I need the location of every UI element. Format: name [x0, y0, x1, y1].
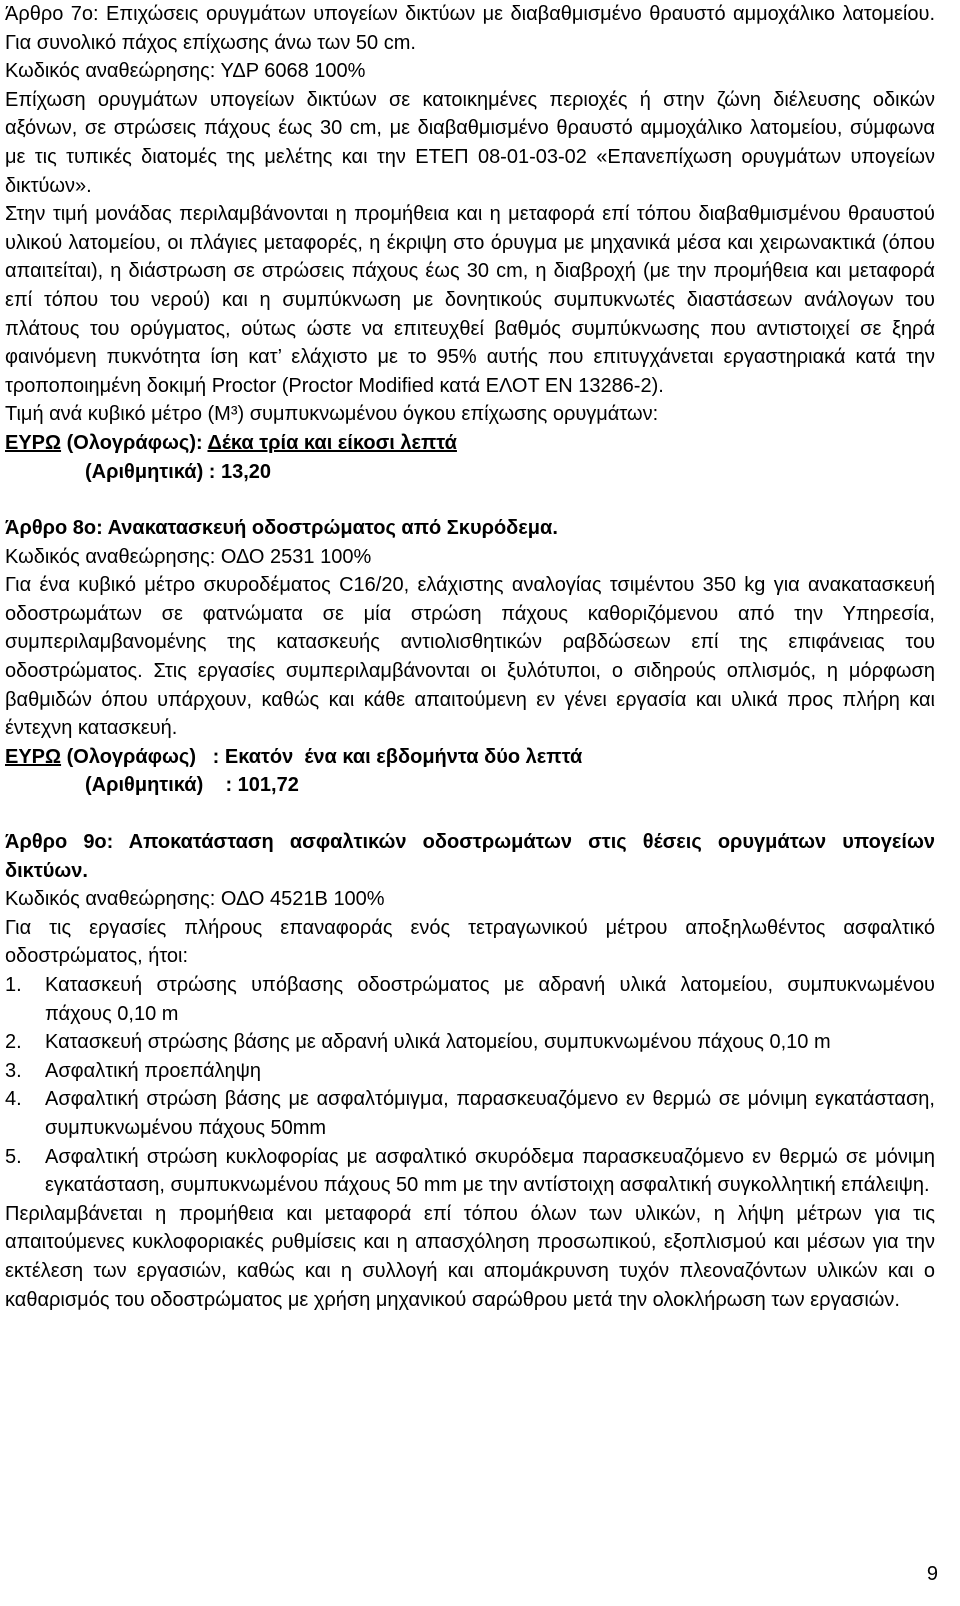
list-item-text: Κατασκευή στρώσης βάσης με αδρανή υλικά λατομείου, συμπυκνωμένου πάχους 0,10 m	[45, 1031, 831, 1054]
article-9	[5, 828, 935, 1314]
price-numeric-value: 101,72	[237, 774, 299, 797]
numeric-label: (Αριθμητικά) :	[85, 774, 238, 797]
list-item-text: Ασφαλτική προεπάληψη	[45, 1059, 262, 1082]
article-8-code: Κωδικός αναθεώρησης: ΟΔΟ 2531 100%	[5, 545, 372, 568]
price-words-value: Δέκα τρία και είκοσι λεπτά	[207, 431, 457, 454]
article-8-title: Άρθρο 8ο: Ανακατασκευή οδοστρώματος από Σκυρόδεμα.	[5, 517, 558, 540]
list-item-text: Κατασκευή στρώσης υπόβασης οδοστρώματος με αδρανή υλικά λατομείου, συμπυκνωμένου πάχους 0,10 m	[45, 974, 935, 1025]
list-item	[5, 1085, 935, 1142]
article-9-intro: Για τις εργασίες πλήρους επαναφοράς ενός τετραγωνικού μέτρου αποξηλωθέντος ασφαλτικό οδοστρώματος, ήτοι:	[5, 916, 935, 968]
article-7-price-numeric	[5, 458, 935, 487]
list-item	[5, 1057, 935, 1086]
article-9-closing: Περιλαμβάνεται η προμήθεια και μεταφορά επί τόπου όλων των υλικών, η λήψη μέτρων για τις απαιτούμενες κυκλοφοριακές ρυθμίσεις και η απασχόληση προσωπικού, εξοπλισμού και μέσων για την εκτέλεση των εργασιών, καθώς και η συλλογή και απομάκρυνση τυχόν πλεοναζόντων υλικών και ο καθαρισμός του οδοστρώματος με χρήση μηχανικού σαρώθρου μετά την ολοκλήρωση των εργασιών.	[5, 1202, 935, 1311]
article-7-scope: Στην τιμή μονάδας περιλαμβάνονται η προμήθεια και η μεταφορά επί τόπου διαβαθμισμένου θραυστού υλικού λατομείου, οι πλάγιες μεταφορές, η έκριψη στο όρυγμα με μηχανικά μέσα και χειρωνακτικά (όπου απαιτείται), η διάστρωση σε στρώσεις πάχους έως 30 cm, η διαβροχή (με την προμήθεια και μεταφορά επί τόπου του νερού) και η συμπύκνωση με δονητικούς συμπυκνωτές διαστάσεων ανάλογων του πλάτους του ορύγματος, ούτως ώστε να επιτευχθεί βαθμός συμπύκνωσης που αντιστοιχεί σε ξηρά φαινόμενη πυκνότητα ίση κατ’ ελάχιστο με το 95% αυτής που επιτυγχάνεται εργαστηριακά κατά την τροποποιημένη δοκιμή Proctor (Proctor Modified κατά ΕΛΟΤ ΕΝ 13286-2).	[5, 203, 935, 397]
list-item-number: 4.	[5, 1088, 22, 1111]
article-8-price-words	[5, 743, 935, 772]
article-9-list	[5, 971, 935, 1200]
currency-label: ΕΥΡΩ	[5, 745, 62, 768]
article-8	[5, 514, 935, 800]
article-7-price-words	[5, 429, 935, 458]
article-7-unit-label: Τιμή ανά κυβικό μέτρο (M³) συμπυκνωμένου όγκου επίχωσης ορυγμάτων:	[5, 403, 659, 426]
list-item-number: 5.	[5, 1145, 22, 1168]
page-number: 9	[926, 1563, 938, 1585]
article-7-description: Επίχωση ορυγμάτων υπογείων δικτύων σε κατοικημένες περιοχές ή στην ζώνη διέλευσης οδικών αξόνων, σε στρώσεις πάχους έως 30 cm, με διαβαθμισμένο θραυστό αμμοχάλικο λατομείου, σύμφωνα με τις τυπικές διατομές της μελέτης και την ΕΤΕΠ 08-01-03-02 «Επανεπίχωση ορυγμάτων υπογείων δικτύων».	[5, 88, 935, 197]
list-item	[5, 971, 935, 1028]
list-item-number: 2.	[5, 1031, 22, 1054]
list-item-text: Ασφαλτική στρώση βάσης με ασφαλτόμιγμα, παρασκευαζόμενο εν θερμώ σε μόνιμη εγκατάσταση, συμπυκνωμένου πάχους 50mm	[45, 1088, 935, 1139]
words-label: (Ολογράφως):	[61, 431, 208, 454]
words-label: (Ολογράφως) :	[61, 745, 225, 768]
list-item-text: Ασφαλτική στρώση κυκλοφορίας με ασφαλτικό σκυρόδεμα παρασκευαζόμενο εν θερμώ σε μόνιμη εγκατάσταση, συμπυκνωμένου πάχους 50 mm με την αντίστοιχη ασφαλτική συγκολλητική επάλειψη.	[45, 1145, 935, 1197]
article-8-price-numeric	[5, 771, 935, 800]
numeric-label: (Αριθμητικά) :	[85, 460, 221, 483]
list-item-number: 1.	[5, 974, 22, 996]
currency-label: ΕΥΡΩ	[5, 431, 62, 454]
article-7-code: Κωδικός αναθεώρησης: ΥΔΡ 6068 100%	[5, 60, 366, 83]
article-7	[5, 0, 935, 486]
article-9-title: Άρθρο 9ο: Αποκατάσταση ασφαλτικών οδοστρωμάτων στις θέσεις ορυγμάτων υπογείων δικτύων.	[5, 831, 935, 882]
list-item-number: 3.	[5, 1059, 22, 1082]
article-7-title: Άρθρο 7ο: Επιχώσεις ορυγμάτων υπογείων δικτύων με διαβαθμισμένο θραυστό αμμοχάλικο λατομείου. Για συνολικό πάχος επίχωσης άνω των 50 cm.	[5, 3, 935, 54]
list-item	[5, 1028, 935, 1057]
price-words-value: Εκατόν ένα και εβδομήντα δύο λεπτά	[224, 745, 583, 768]
price-numeric-value: 13,20	[221, 460, 272, 483]
article-8-description: Για ένα κυβικό μέτρο σκυροδέματος C16/20, ελάχιστης αναλογίας τσιμέντου 350 kg για ανακατασκευή οδοστρωμάτων σε φατνώματα σε μία στρώση πάχους καθοριζόμενου από την Υπηρεσία, συμπεριλαμβανομένης της κατασκευής αντιολισθητικών ραβδώσεων επί της επιφάνειας του οδοστρώματος. Στις εργασίες συμπεριλαμβάνονται οι ξυλότυποι, ο σιδηρούς οπλισμός, η μόρφωση βαθμιδών όπου υπάρχουν, καθώς και κάθε απαιτούμενη εν γένει εργασία και υλικά προς πλήρη και έντεχνη κατασκευή.	[5, 574, 935, 740]
article-9-code: Κωδικός αναθεώρησης: ΟΔΟ 4521Β 100%	[5, 888, 385, 911]
document-page	[5, 0, 935, 1314]
list-item	[5, 1143, 935, 1200]
